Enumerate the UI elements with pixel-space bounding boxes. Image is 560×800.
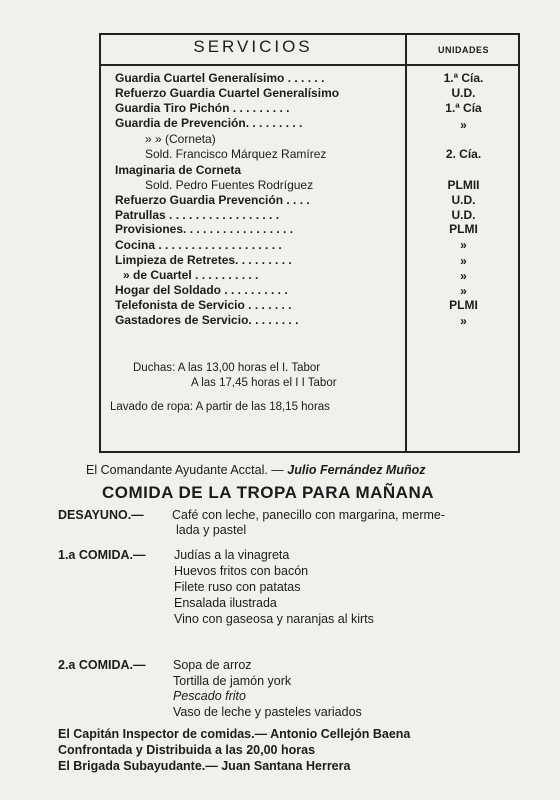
comandante-name: Julio Fernández Muñoz xyxy=(287,463,426,477)
comida2-item: Sopa de arroz xyxy=(173,658,252,672)
lavado-line: Lavado de ropa: A partir de las 18,15 horas xyxy=(110,401,330,413)
unidades-header: UNIDADES xyxy=(437,45,489,55)
service-row-unit: » xyxy=(460,254,467,268)
service-row-unit: » xyxy=(460,284,467,298)
comida1-item: Huevos fritos con bacón xyxy=(174,564,309,578)
footer-line-1: El Capitán Inspector de comidas.— Antonio Cellejón Baena xyxy=(58,727,411,741)
service-row-unit: PLMI xyxy=(449,298,478,312)
service-row-unit: 1.ª Cía xyxy=(445,101,482,115)
comida1-label: 1.a COMIDA.— xyxy=(58,548,146,562)
comida2-label: 2.a COMIDA.— xyxy=(58,658,146,672)
service-row-unit: 1.ª Cía. xyxy=(443,71,484,85)
service-row-label: Guardia Cuartel Generalísimo . . . . . . xyxy=(115,71,325,85)
comandante-line xyxy=(86,463,426,477)
service-row-label: Cocina . . . . . . . . . . . . . . . . . . . xyxy=(115,238,282,252)
service-row-unit: 2. Cía. xyxy=(445,147,482,161)
service-row-label: Refuerzo Guardia Cuartel Generalísimo xyxy=(115,86,340,100)
servicios-table xyxy=(99,33,520,453)
comida-title: COMIDA DE LA TROPA PARA MAÑANA xyxy=(102,483,434,502)
service-row-unit: U.D. xyxy=(451,208,476,222)
service-row-label: Guardia de Prevención. . . . . . . . . xyxy=(115,116,303,130)
desayuno-line-1: Café con leche, panecillo con margarina, merme- xyxy=(172,508,446,522)
service-row-unit: U.D. xyxy=(451,193,476,207)
service-row-unit: » xyxy=(460,238,467,252)
comida2-item: Pescado frito xyxy=(173,689,246,703)
service-row-unit: U.D. xyxy=(451,86,476,100)
service-row-label: Sold. Pedro Fuentes Rodríguez xyxy=(145,178,314,192)
comida2-item: Vaso de leche y pasteles variados xyxy=(173,705,362,719)
service-row-label: Telefonista de Servicio . . . . . . . xyxy=(115,298,292,312)
service-row-label: Refuerzo Guardia Prevención . . . . xyxy=(115,193,310,207)
service-row-unit: PLMII xyxy=(447,178,480,192)
desayuno-line-2: lada y pastel xyxy=(176,523,247,537)
service-row-label: Imaginaria de Corneta xyxy=(115,163,242,177)
service-row-label: Hogar del Soldado . . . . . . . . . . xyxy=(115,283,288,297)
service-row-unit: » xyxy=(460,118,467,132)
desayuno-label: DESAYUNO.— xyxy=(58,508,144,522)
service-row-label: Guardia Tiro Pichón . . . . . . . . . xyxy=(115,101,290,115)
duchas-line-1: Duchas: A las 13,00 horas el I. Tabor xyxy=(133,362,321,374)
comida1-item: Filete ruso con patatas xyxy=(174,580,301,594)
service-row-label: Sold. Francisco Márquez Ramírez xyxy=(145,147,327,161)
duchas-line-2: A las 17,45 horas el I I Tabor xyxy=(191,377,337,389)
service-row-label: Provisiones. . . . . . . . . . . . . . . . . xyxy=(115,222,294,236)
service-row-unit: » xyxy=(460,314,467,328)
service-row-unit: PLMI xyxy=(449,222,478,236)
service-row-label: » » (Corneta) xyxy=(145,132,216,146)
service-row-label: Gastadores de Servicio. . . . . . . . xyxy=(115,313,299,327)
service-row-unit: » xyxy=(460,269,467,283)
service-row-label: » de Cuartel . . . . . . . . . . xyxy=(123,268,259,282)
comida1-item: Vino con gaseosa y naranjas al kirts xyxy=(174,612,374,626)
comida2-item: Tortilla de jamón york xyxy=(173,674,292,688)
header-divider xyxy=(101,64,518,66)
comida1-item: Ensalada ilustrada xyxy=(174,596,277,610)
servicios-title: SERVICIOS xyxy=(193,37,313,56)
service-row-label: Patrullas . . . . . . . . . . . . . . . . . xyxy=(115,208,280,222)
comida1-item: Judías a la vinagreta xyxy=(174,548,290,562)
service-row-label: Limpieza de Retretes. . . . . . . . . xyxy=(115,253,292,267)
footer-line-3: El Brigada Subayudante.— Juan Santana Herrera xyxy=(58,759,351,773)
comandante-label: El Comandante Ayudante Acctal. — xyxy=(86,463,284,477)
footer-line-2: Confrontada y Distribuida a las 20,00 horas xyxy=(58,743,316,757)
